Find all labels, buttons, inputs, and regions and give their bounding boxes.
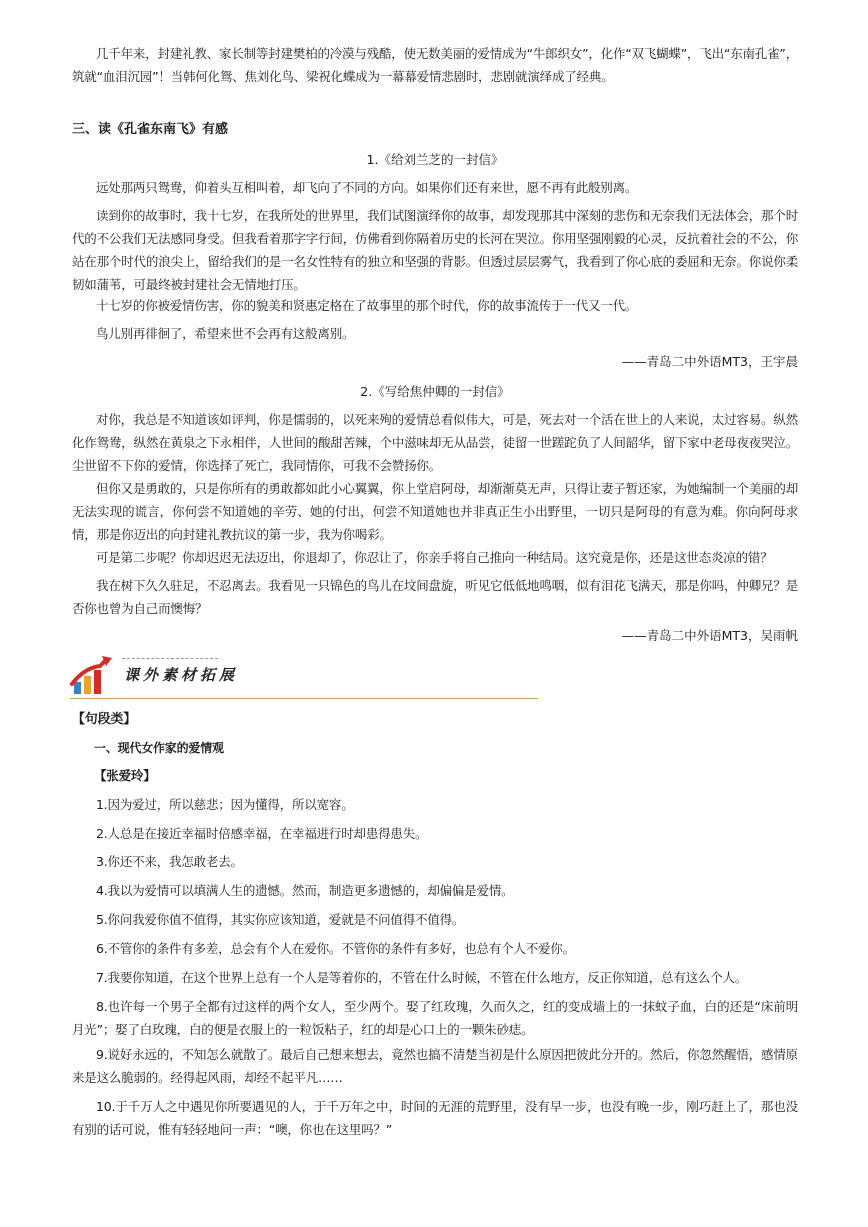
quote-item: 8.也许每一个男子全都有过这样的两个女人，至少两个。娶了红玫瑰，久而久之，红的变成墙上的一抹蚊子血，白的还是“床前明月光”；娶了白玫瑰，白的便是衣服上的一粒饭粘子，红的却是心口上的一颗朱砂痣。 xyxy=(72,999,798,1037)
banner-title: 课外素材拓展 xyxy=(124,666,239,684)
letter1-title: 1.《给刘兰芝的一封信》 xyxy=(366,152,504,167)
quote-item: 6.不管你的条件有多差，总会有个人在爱你。不管你的条件有多好，也总有个人不爱你。 xyxy=(96,941,575,956)
quote-item: 9.说好永远的，不知怎么就散了。最后自己想来想去，竟然也搞不清楚当初是什么原因把彼此分开的。然后，你忽然醒悟，感情原来是这么脆弱的。经得起风雨，却经不起平凡…… xyxy=(72,1047,798,1085)
quote-item: 2.人总是在接近幸福时倍感幸福，在幸福进行时却患得患失。 xyxy=(96,826,428,841)
category-label: 【句段类】 xyxy=(72,712,137,727)
letter1-paragraph: 远处那两只鸳鸯，仰着头互相叫着，却飞向了不同的方向。如果你们还有来世，愿不再有此般别离。 xyxy=(96,180,638,195)
quote-item: 5.你问我爱你值不值得，其实你应该知道，爱就是不问值得不值得。 xyxy=(96,912,465,927)
letter2-title: 2.《写给焦仲卿的一封信》 xyxy=(360,384,510,399)
chart-growth-icon xyxy=(70,654,114,698)
letter2-paragraph: 对你，我总是不知道该如评判，你是懦弱的，以死来殉的爱情总看似伟大，可是，死去对一个活在世上的人来说，太过容易。纵然化作鸳鸯，纵然在黄泉之下永相伴，人世间的酸甜苦辣，个中滋味却无从品尝，徒留一世蹉跎负了人间韶华，留下家中老母夜夜哭泣。尘世留不下你的爱情，你选择了死亡，我同情你，可我不会赞扬你。 xyxy=(72,412,798,473)
letter1-signature: ——青岛二中外语MT3，王宇晨 xyxy=(621,354,798,369)
letter2-paragraph: 但你又是勇敢的，只是你所有的勇敢都如此小心翼翼，你上堂启阿母，却渐渐莫无声，只得让妻子暂还家，为她编制一个美丽的却无法实现的谎言，你何尝不知道她的辛劳、她的付出，何尝不知道她也并非真正生小出野里，一切只是阿母的有意为难。你向阿母求情，那是你迈出的向封建礼教抗议的第一步，我为你喝彩。 xyxy=(72,481,798,542)
quote-item: 3.你还不来，我怎敢老去。 xyxy=(96,854,243,869)
letter2-paragraph: 我在树下久久驻足，不忍离去。我看见一只锦色的鸟儿在坟间盘旋，听见它低低地鸣咽，似有泪花飞满天，那是你吗，仲卿兄？是否你也曾为自己而懊悔？ xyxy=(72,578,798,616)
author-tag: 【张爱玲】 xyxy=(94,768,156,783)
letter2-signature: ——青岛二中外语MT3，吴雨帆 xyxy=(621,628,798,643)
quote-item: 10.于千万人之中遇见你所要遇见的人，于千万年之中，时间的无涯的荒野里，没有早一步，也没有晚一步，刚巧赶上了，那也没有别的话可说，惟有轻轻地问一声：“噢，你也在这里吗？” xyxy=(72,1099,798,1137)
letter2-paragraph: 可是第二步呢？你却迟迟无法迈出，你退却了，你忍让了，你亲手将自己推向一种结局。这究竟是你，还是这世态炎凉的错？ xyxy=(96,550,773,565)
quote-item: 4.我以为爱情可以填满人生的遗憾。然而，制造更多遗憾的，却偏偏是爱情。 xyxy=(96,883,514,898)
section-heading: 三、读《孔雀东南飞》有感 xyxy=(72,122,229,137)
letter1-paragraph: 十七岁的你被爱情伤害，你的貌美和贤惠定格在了故事里的那个时代，你的故事流传于一代又一代。 xyxy=(96,298,638,313)
quote-item: 7.我要你知道，在这个世界上总有一个人是等着你的，不管在什么时候，不管在什么地方，反正你知道，总有这么个人。 xyxy=(96,970,748,985)
banner-divider xyxy=(70,698,538,699)
letter1-paragraph: 鸟儿别再徘徊了，希望来世不会再有这般离别。 xyxy=(96,326,355,341)
sub-heading: 一、现代女作家的爱情观 xyxy=(94,741,224,755)
letter1-paragraph: 读到你的故事时，我十七岁，在我所处的世界里，我们试图演绎你的故事，却发现那其中深刻的悲伤和无奈我们无法体会，那个时代的不公我们无法感同身受。但我看着那字字行间，仿佛看到你隔着历史的长河在哭泣。你用坚强刚毅的心灵，反抗着社会的不公，你站在那个时代的浪尖上，留给我们的是一名女性特有的独立和坚强的背影。但透过层层雾气，我看到了你心底的委屈和无奈。你说你柔韧如蒲苇，可最终被封建社会无情地打压。 xyxy=(72,208,798,292)
intro-paragraph: 几千年来，封建礼教、家长制等封建樊柏的冷漠与残酷，使无数美丽的爱情成为“牛郎织女”，化作“双飞蝴蝶”，飞出“东南孔雀”，筑就“血泪沉园”！当韩何化鸳、焦刘化鸟、梁祝化蝶成为一幕幕爱情悲剧时，悲剧就演绎成了经典。 xyxy=(72,46,798,84)
banner-dash xyxy=(122,658,218,659)
quote-item: 1.因为爱过，所以慈悲；因为懂得，所以宽容。 xyxy=(96,797,354,812)
